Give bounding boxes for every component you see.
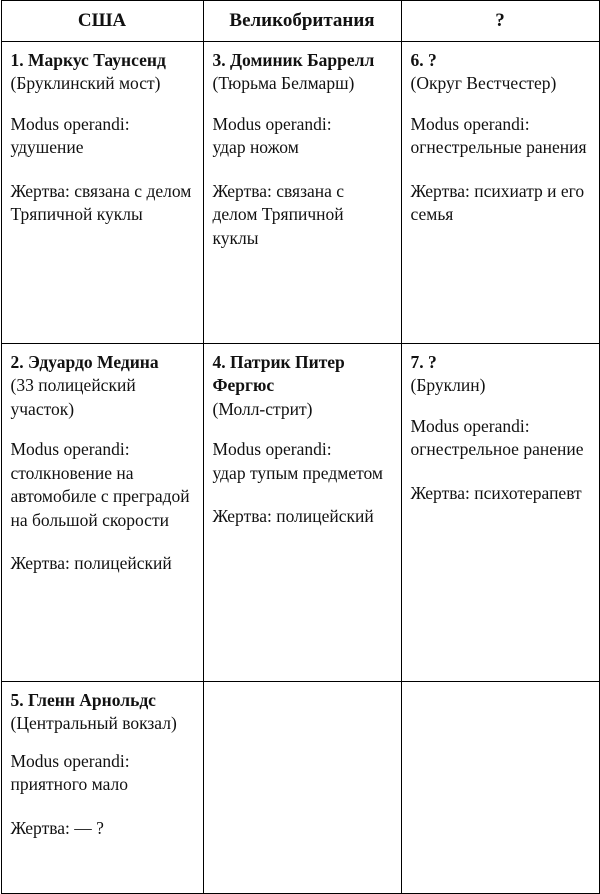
case-cell-5: [1, 682, 203, 894]
case-title: 1. Маркус Таунсенд: [10, 50, 166, 70]
case-location: (Бруклин): [410, 375, 486, 396]
modus-value: удар тупым предметом: [212, 462, 383, 483]
header-row: [1, 1, 599, 42]
case-title: 6. ?: [410, 50, 437, 70]
victim-text: Жертва: психотерапевт: [410, 482, 582, 503]
modus-label: Modus operandi:: [410, 415, 530, 436]
modus-value: огнестрельное ранение: [410, 439, 584, 460]
victim-text: Жертва: полицейский: [212, 506, 374, 527]
case-location: (Молл-стрит): [212, 398, 313, 419]
case-cell-1: [1, 42, 203, 344]
victim-text: Жертва: полицейский: [10, 553, 172, 574]
modus-label: Modus operandi:: [212, 113, 332, 134]
column-header-unknown: ?: [401, 1, 599, 42]
victim-text: Жертва: связана с делом Тряпичной куклы: [10, 180, 192, 225]
case-title: 3. Доминик Баррелл: [212, 50, 375, 70]
modus-label: Modus operandi:: [212, 439, 332, 460]
case-location: (Округ Вестчестер): [410, 73, 557, 94]
case-title: 7. ?: [410, 352, 437, 372]
case-cell-4: [203, 344, 401, 682]
case-location: (Тюрьма Белмарш): [212, 73, 355, 94]
case-comparison-table: [1, 0, 600, 894]
victim-text: Жертва: связана с делом Тряпичной куклы: [212, 180, 345, 248]
table-row: [1, 42, 599, 344]
case-location: (Центральный вокзал): [10, 713, 177, 734]
table-row: [1, 344, 599, 682]
column-header-usa: США: [1, 1, 203, 42]
table-header: [1, 1, 599, 42]
modus-label: Modus operandi:: [410, 113, 530, 134]
case-title: 5. Гленн Арнольдс: [10, 690, 156, 710]
victim-text: Жертва: — ?: [10, 817, 104, 838]
table-row: [1, 682, 599, 894]
modus-value: приятного мало: [10, 774, 129, 795]
modus-label: Modus operandi:: [10, 113, 130, 134]
case-title: 2. Эдуардо Медина: [10, 352, 159, 372]
column-header-uk: Великобритания: [203, 1, 401, 42]
case-cell-3: [203, 42, 401, 344]
modus-value: удушение: [10, 137, 84, 158]
case-location: (Бруклинский мост): [10, 73, 161, 94]
modus-value: столкновение на автомобиле с преградой на большой скорости: [10, 462, 190, 530]
case-cell-empty-uk: [203, 682, 401, 894]
table-body: [1, 42, 599, 894]
modus-label: Modus operandi:: [10, 439, 130, 460]
case-cell-2: [1, 344, 203, 682]
victim-text: Жертва: психиатр и его семья: [410, 180, 585, 225]
case-location: (33 полицейский участок): [10, 375, 136, 419]
modus-label: Modus operandi:: [10, 750, 130, 771]
modus-value: огнестрельные ранения: [410, 137, 587, 158]
modus-value: удар ножом: [212, 137, 299, 158]
case-title: 4. Патрик Питер Фергюс: [212, 352, 345, 396]
case-cell-6: [401, 42, 599, 344]
case-cell-empty-unknown: [401, 682, 599, 894]
case-cell-7: [401, 344, 599, 682]
